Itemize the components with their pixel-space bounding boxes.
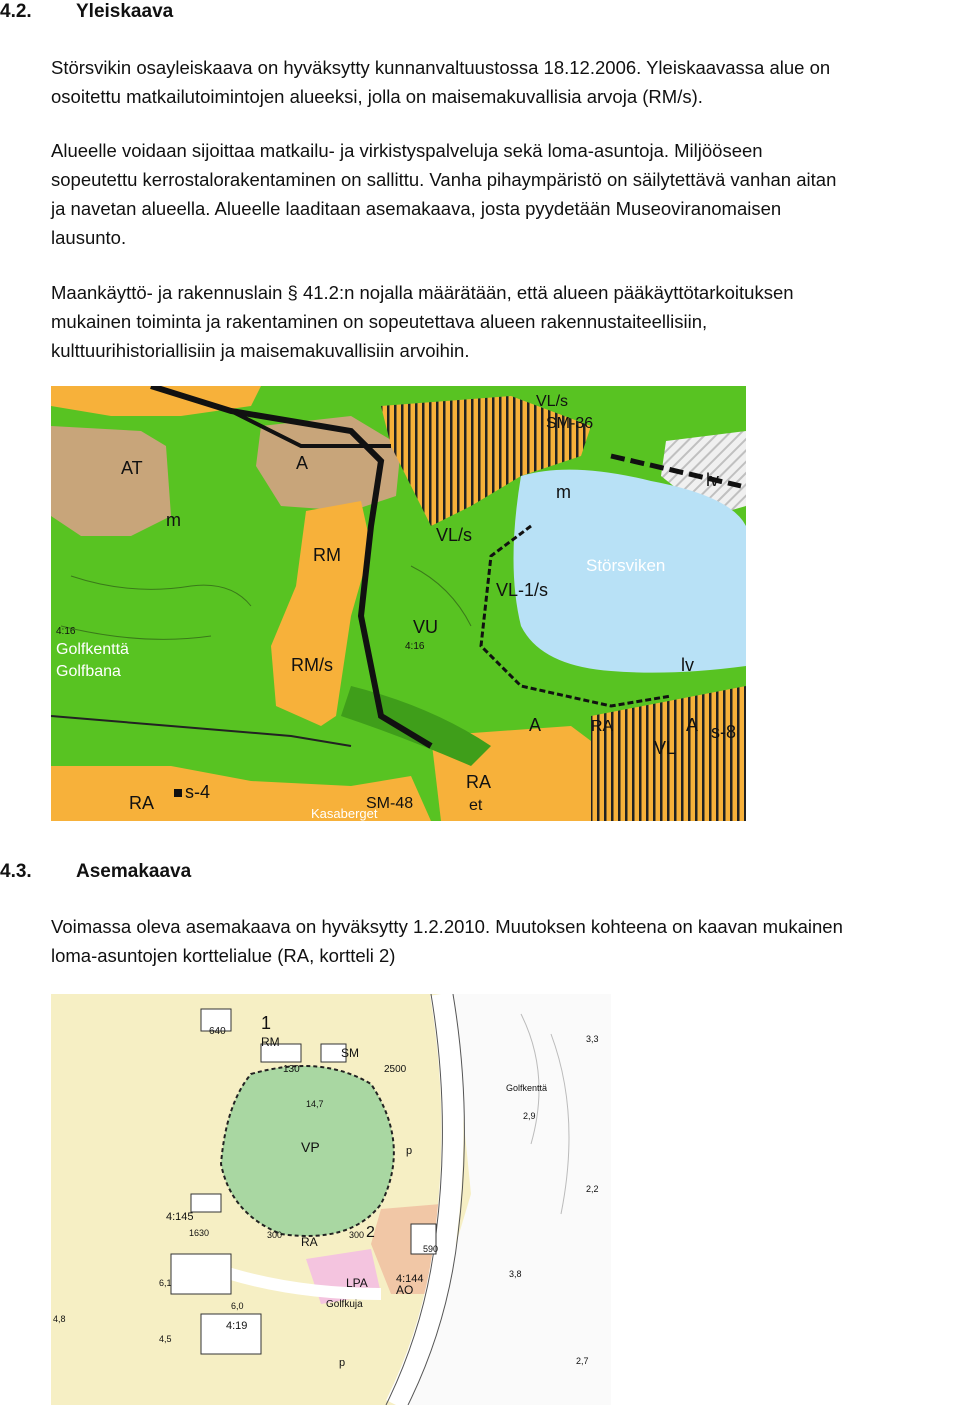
paragraph-asemakaava-1: Voimassa oleva asemakaava on hyväksytty 1.2.2010. Muutoksen kohteena on kaavan mukainen loma-asuntojen korttelialue (RA, kortteli 2): [51, 916, 843, 966]
label-sm48: SM-48: [366, 795, 414, 812]
label-golf-fi: Golfkenttä: [56, 641, 129, 658]
label-rm: RM: [261, 1035, 280, 1049]
label-vls: VL/s: [436, 525, 473, 545]
label-kasaberget: Kasaberget: [311, 806, 378, 821]
label-4119: 4:19: [226, 1320, 248, 1332]
label-45: 4,5: [159, 1334, 172, 1344]
label-ra-mid: RA: [466, 772, 492, 792]
label-block1: 1: [261, 1013, 272, 1033]
label-ao: AO: [396, 1283, 414, 1297]
section-heading-yleiskaava: [0, 1, 173, 23]
label-27: 2,7: [576, 1356, 589, 1366]
label-vu: VU: [413, 617, 439, 637]
label-300a: 300: [267, 1230, 283, 1240]
label-p1: p: [406, 1145, 413, 1157]
label-s4: s-4: [185, 782, 211, 802]
building: [191, 1194, 221, 1212]
label-vls-top: VL/s: [536, 393, 569, 410]
zoning-plan-map-svg: [51, 994, 611, 1405]
label-416a: 4:16: [56, 626, 76, 637]
section-heading-asemakaava: [0, 861, 191, 883]
label-48: 4,8: [53, 1314, 66, 1324]
master-plan-map: [51, 386, 746, 821]
label-147: 14,7: [306, 1099, 324, 1109]
label-ra-bottom: RA: [129, 793, 155, 813]
section-title: Asemakaava: [76, 861, 192, 882]
label-38: 3,8: [509, 1269, 522, 1279]
label-p2: p: [339, 1357, 346, 1369]
label-s8: s-8: [711, 722, 737, 742]
section-number: 4.3.: [0, 861, 32, 882]
master-plan-map-svg: [51, 386, 746, 821]
paragraph-yleiskaava-2: Alueelle voidaan sijoittaa matkailu- ja virkistyspalveluja sekä loma-asuntoja. Miljööseen sopeutettu kerrostalorakentaminen on sallittu. Vanha pihaympäristö on säilytettävä vanhan aitan ja navetan alueella. Alueelle laaditaan asemakaava, josta pyydetään Museoviranomaisen lausunto.: [51, 140, 837, 248]
label-lv-mid: lv: [681, 655, 694, 675]
label-4145: 4:145: [166, 1211, 194, 1223]
zoning-plan-map: [51, 994, 611, 1405]
label-lpa: LPA: [346, 1276, 368, 1290]
label-a-top: A: [296, 453, 309, 473]
label-1630: 1630: [189, 1228, 210, 1238]
label-et: et: [469, 797, 483, 814]
building: [171, 1254, 231, 1294]
label-vl-right: VL: [654, 738, 677, 758]
label-lv-right: lv: [706, 470, 719, 490]
label-rm: RM: [313, 545, 341, 565]
label-sm: SM: [341, 1046, 359, 1060]
label-rms: RM/s: [291, 655, 333, 675]
label-2500: 2500: [384, 1064, 407, 1075]
label-golf-sv: Golfbana: [56, 663, 121, 680]
label-ra-right: RA: [591, 718, 614, 735]
at-area: [51, 426, 171, 536]
label-vl1s: VL-1/s: [496, 580, 549, 600]
label-590: 590: [423, 1244, 439, 1254]
label-golf: Golfkenttä: [506, 1083, 548, 1093]
label-22: 2,2: [586, 1184, 599, 1194]
section-title: Yleiskaava: [76, 1, 174, 22]
label-416b: 4:16: [405, 641, 425, 652]
label-golfkuja: Golfkuja: [326, 1299, 363, 1310]
label-storsviken: Störsviken: [586, 556, 666, 575]
label-a-mid: A: [529, 715, 542, 735]
label-33: 3,3: [586, 1034, 599, 1044]
label-130: 130: [283, 1064, 300, 1075]
section-number: 4.2.: [0, 1, 32, 22]
label-61: 6,1: [159, 1278, 172, 1288]
label-at: AT: [121, 458, 143, 478]
label-vp: VP: [301, 1139, 320, 1155]
paragraph-yleiskaava-3: Maankäyttö- ja rakennuslain § 41.2:n nojalla määrätään, että alueen pääkäyttötarkoituksen mukainen toiminta ja rakentaminen on sopeutettava alueen rakennustaiteellisiin, kulttuurihistoriallisiin ja maisemakuvallisiin arvoihin.: [51, 282, 794, 361]
label-ra: RA: [301, 1235, 318, 1249]
label-300b: 300: [349, 1230, 365, 1240]
label-a-right: A: [686, 715, 699, 735]
label-block2: 2: [366, 1224, 375, 1241]
label-m-water: m: [556, 482, 571, 502]
label-4144: 4:144: [396, 1273, 424, 1285]
map-marker-square: [174, 789, 182, 797]
paragraph-yleiskaava-1: Störsvikin osayleiskaava on hyväksytty kunnanvaltuustossa 18.12.2006. Yleiskaavassa alue on osoitettu matkailutoimintojen alueeksi, jolla on maisemakuvallisia arvoja (RM/s).: [51, 57, 831, 107]
label-sm36: SM-36: [546, 415, 594, 432]
label-640: 640: [209, 1026, 226, 1037]
label-m-left: m: [166, 510, 181, 530]
label-29: 2,9: [523, 1111, 536, 1121]
label-60: 6,0: [231, 1301, 244, 1311]
